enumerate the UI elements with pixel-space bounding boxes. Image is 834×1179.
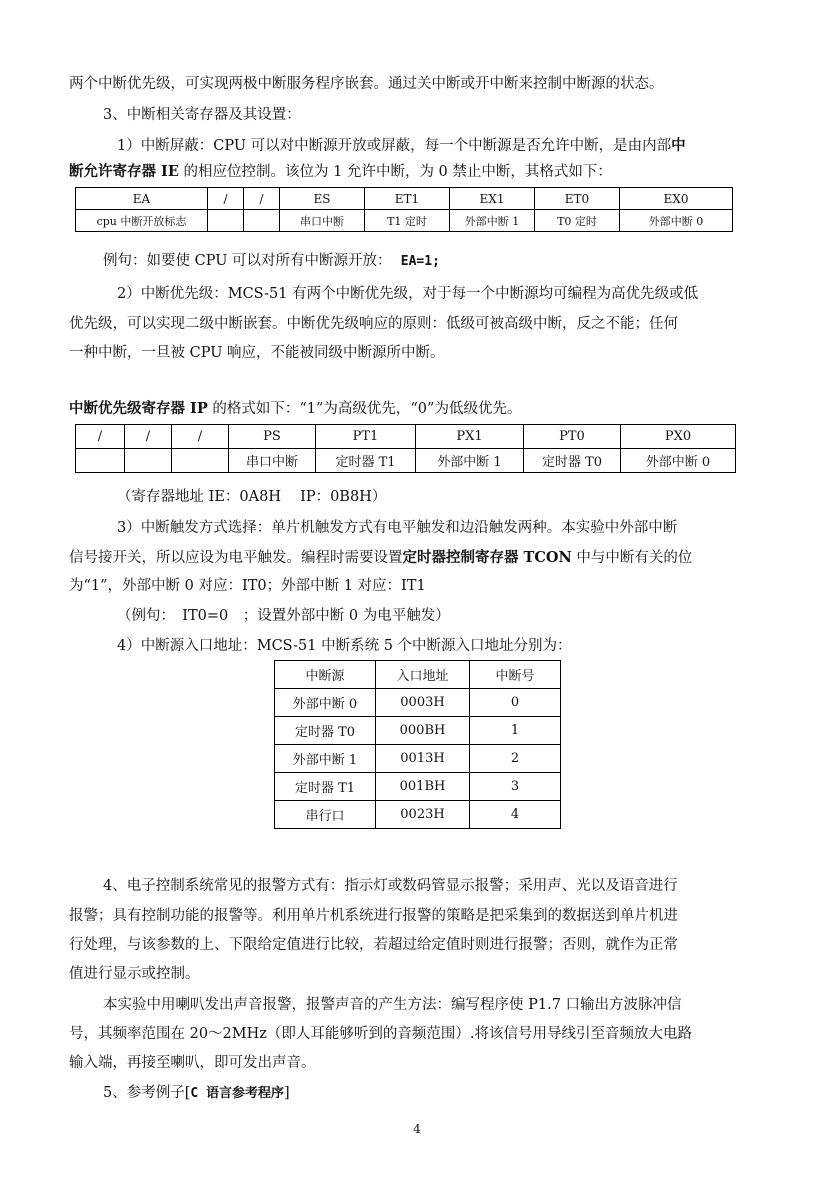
paragraph-line: 2）中断优先级：MCS-51 有两个中断优先级，对于每一个中断源均可编程为高优先级或低 [117, 286, 699, 302]
paragraph-line: 本实验中用喇叭发出声音报警，报警声音的产生方法：编写程序使 P1.7 口输出方波脉冲信 [103, 997, 682, 1013]
table-cell: 0 [470, 689, 561, 717]
table-cell: 0023H [376, 801, 470, 829]
table-cell: 2 [470, 745, 561, 773]
table-cell: / [208, 188, 244, 210]
column-header: 中断源 [275, 661, 376, 689]
paragraph-line: 两个中断优先级，可实现两极中断服务程序嵌套。通过关中断或开中断来控制中断源的状态。 [69, 76, 664, 92]
table-cell: 3 [470, 773, 561, 801]
paragraph-line: （例句： IT0=0 ；设置外部中断 0 为电平触发） [117, 608, 450, 624]
table-cell: ES [280, 188, 365, 210]
table-row [275, 801, 561, 829]
bold-term: 中断优先级寄存器 IP [69, 400, 208, 417]
table-cell: / [244, 188, 280, 210]
table-cell [172, 449, 229, 473]
table-cell: PT0 [524, 425, 621, 449]
paragraph-line: 行处理，与该参数的上、下限给定值进行比较，若超过给定值时则进行报警；否则，就作为正常 [69, 937, 678, 953]
paragraph-line: 输入端，再接至喇叭，即可发出声音。 [69, 1055, 316, 1071]
text-run: 1）中断屏蔽：CPU 可以对中断源开放或屏蔽，每一个中断源是否允许中断，是由内部 [117, 138, 672, 154]
table-row [76, 188, 733, 210]
paragraph-line: 为“1”，外部中断 0 对应：IT0；外部中断 1 对应：IT1 [69, 578, 426, 594]
table-cell: / [172, 425, 229, 449]
table-cell: 外部中断 0 [620, 210, 733, 232]
table-row [275, 717, 561, 745]
table-cell: 串口中断 [280, 210, 365, 232]
table-cell: 定时器 T0 [524, 449, 621, 473]
paragraph-line [69, 162, 612, 182]
table-cell: EX0 [620, 188, 733, 210]
bold-term: 断允许寄存器 IE [69, 163, 179, 180]
table-cell: cpu 中断开放标志 [76, 210, 208, 232]
bold-term: 中 [671, 137, 686, 154]
table-cell [208, 210, 244, 232]
table-row [275, 773, 561, 801]
text-run: 的相应位控制。该位为 1 允许中断，为 0 禁止中断，其格式如下： [178, 164, 612, 180]
table-cell: 001BH [376, 773, 470, 801]
text-run: 的格式如下：“1”为高级优先，“0”为低级优先。 [207, 401, 522, 417]
column-header: 中断号 [470, 661, 561, 689]
table-row [76, 449, 736, 473]
paragraph-line: 号，其频率范围在 20～2MHz（即人耳能够听到的音频范围）.将该信号用导线引至音频放大电路 [69, 1026, 693, 1042]
table-cell: 外部中断 0 [275, 689, 376, 717]
table-cell: 外部中断 1 [275, 745, 376, 773]
table-cell: / [125, 425, 172, 449]
table-cell [76, 449, 125, 473]
table-cell: / [76, 425, 125, 449]
paragraph-line: 4）中断源入口地址：MCS-51 中断系统 5 个中断源入口地址分别为： [117, 638, 572, 654]
table-cell: 外部中断 1 [416, 449, 524, 473]
paragraph-line [103, 1083, 290, 1104]
paragraph-line: 3）中断触发方式选择：单片机触发方式有电平触发和边沿触发两种。本实验中外部中断 [117, 520, 678, 536]
table-cell: 外部中断 0 [621, 449, 736, 473]
paragraph-line [117, 136, 686, 156]
section-heading: 3、中断相关寄存器及其设置： [103, 107, 301, 123]
ip-register-table [75, 424, 736, 473]
interrupt-vector-table [274, 660, 561, 829]
table-cell: 串行口 [275, 801, 376, 829]
table-cell: 外部中断 1 [450, 210, 535, 232]
table-cell: 串口中断 [229, 449, 316, 473]
table-cell: 0013H [376, 745, 470, 773]
text-run: 5、参考例子[ [103, 1085, 191, 1101]
bold-term: C 语言参考程序 [190, 1086, 285, 1101]
table-cell: 4 [470, 801, 561, 829]
paragraph-line: （寄存器地址 IE：0A8H IP：0B8H） [117, 489, 387, 505]
table-cell: 定时器 T1 [316, 449, 416, 473]
table-cell: EA [76, 188, 208, 210]
paragraph-line: 优先级，可以实现二级中断嵌套。中断优先级响应的原则：低级可被高级中断，反之不能；任何 [69, 316, 678, 332]
table-cell: EX1 [450, 188, 535, 210]
paragraph-line: 报警；具有控制功能的报警等。利用单片机系统进行报警的策略是把采集到的数据送到单片机进 [69, 908, 678, 924]
table-cell [125, 449, 172, 473]
table-cell: PS [229, 425, 316, 449]
ie-register-table [75, 187, 733, 232]
table-cell: 1 [470, 717, 561, 745]
paragraph-line [69, 548, 692, 568]
table-cell: T1 定时 [365, 210, 450, 232]
paragraph-line: 值进行显示或控制。 [69, 966, 200, 982]
table-cell: PX0 [621, 425, 736, 449]
table-cell [244, 210, 280, 232]
table-cell: 0003H [376, 689, 470, 717]
table-header-row [275, 661, 561, 689]
paragraph-line: 一种中断，一旦被 CPU 响应，不能被同级中断源所中断。 [69, 345, 445, 361]
table-row [275, 689, 561, 717]
table-row [76, 210, 733, 232]
text-run: 例句：如要使 CPU 可以对所有中断源开放： [103, 253, 392, 269]
table-cell: 000BH [376, 717, 470, 745]
paragraph-line [103, 251, 440, 272]
table-cell: ET1 [365, 188, 450, 210]
table-cell: 定时器 T1 [275, 773, 376, 801]
table-cell: PX1 [416, 425, 524, 449]
table-row [275, 745, 561, 773]
table-cell: ET0 [535, 188, 620, 210]
text-run: ] [284, 1085, 290, 1101]
page-number: 4 [413, 1122, 421, 1136]
table-row [76, 425, 736, 449]
code-snippet: EA=1; [400, 254, 440, 269]
paragraph-line [69, 399, 521, 419]
column-header: 入口地址 [376, 661, 470, 689]
text-run: 信号接开关，所以应设为电平触发。编程时需要设置 [69, 550, 403, 566]
table-cell: T0 定时 [535, 210, 620, 232]
bold-term: 定时器控制寄存器 TCON [402, 549, 572, 566]
paragraph-line: 4、电子控制系统常见的报警方式有：指示灯或数码管显示报警；采用声、光以及语音进行 [103, 878, 678, 894]
table-cell: PT1 [316, 425, 416, 449]
text-run: 中与中断有关的位 [571, 550, 693, 566]
table-cell: 定时器 T0 [275, 717, 376, 745]
